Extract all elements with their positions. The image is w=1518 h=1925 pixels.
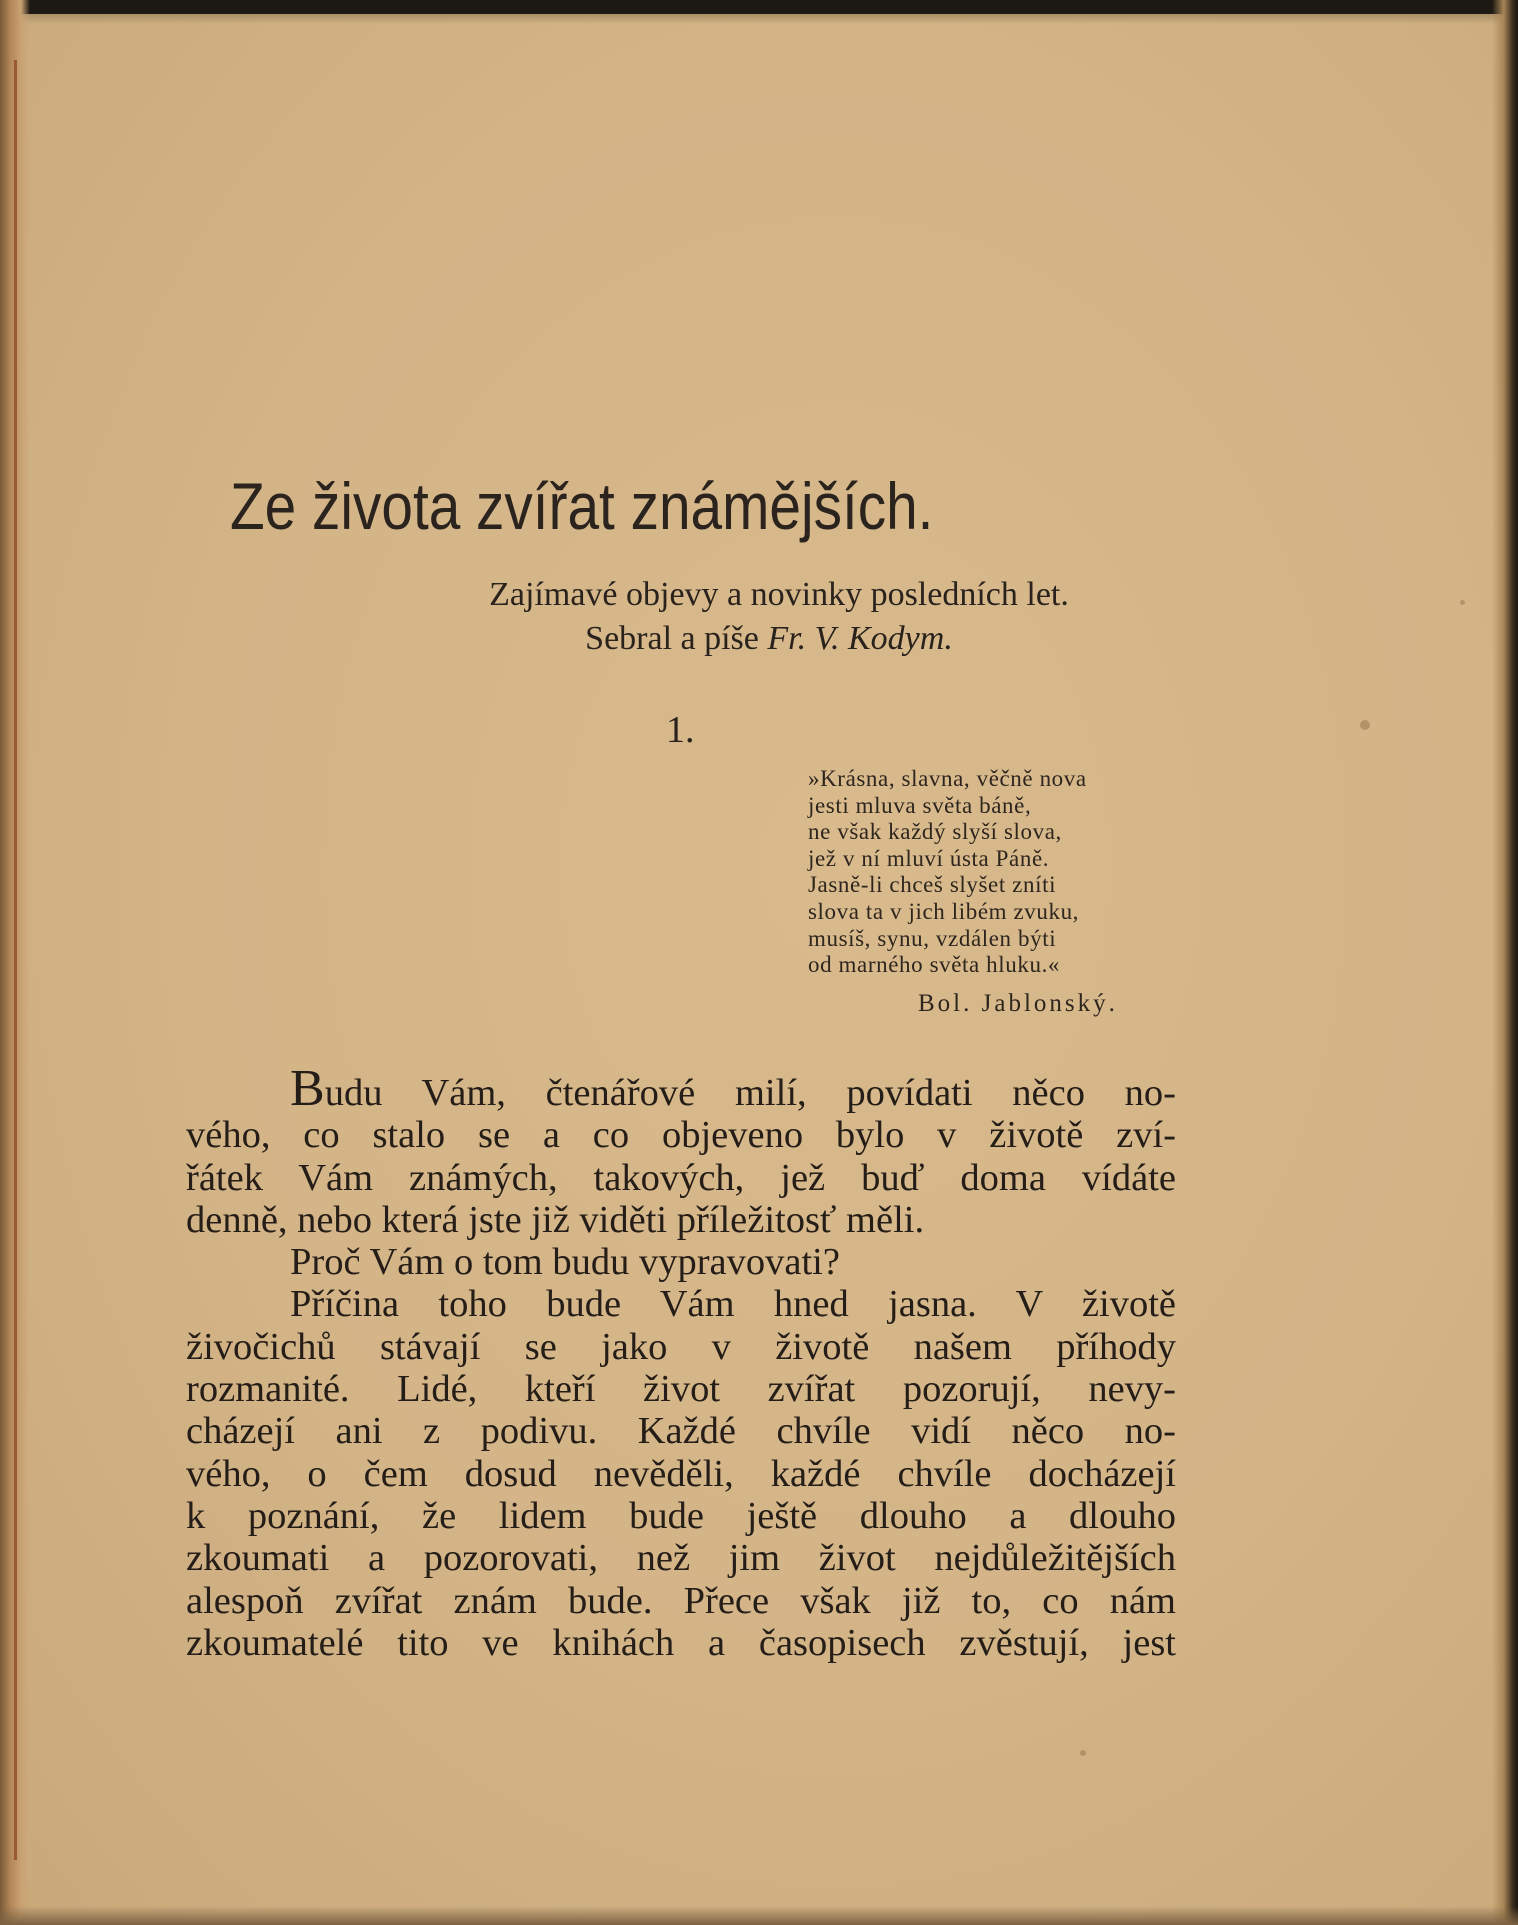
- page-top-shadow: [0, 14, 1518, 24]
- paper-speck: [1080, 1750, 1086, 1756]
- epigraph-line: slova ta v jich libém zvuku,: [808, 898, 1080, 924]
- epigraph-attribution: Bol. Jablonský.: [918, 990, 1118, 1017]
- body-line: k poznání, že lidem bude ještě dlouho a dlouho: [186, 1494, 1176, 1537]
- body-line: rozmanité. Lidé, kteří život zvířat pozorují, nevy-: [186, 1368, 1176, 1411]
- page-bottom-edge: [0, 1906, 1518, 1925]
- section-number: 1.: [666, 709, 695, 751]
- body-line: vého, o čem dosud nevěděli, každé chvíle docházejí: [186, 1452, 1176, 1495]
- body-line-text: udu Vám, čtenářové milí, povídati něco no-: [324, 1072, 1176, 1114]
- epigraph-line: Jasně-li chceš slyšet zníti: [808, 872, 1057, 898]
- chapter-subtitle: Zajímavé objevy a novinky posledních let.: [489, 576, 1069, 613]
- page-top-edge: [0, 0, 1518, 14]
- body-text: [186, 1060, 1176, 1664]
- body-line: zkoumati a pozorovati, než jim život nejdůležitějších: [186, 1537, 1176, 1580]
- binding-line: [14, 60, 17, 1860]
- body-line: zkoumatelé tito ve knihách a časopisech zvěstují, jest: [186, 1621, 1176, 1664]
- byline-author: Fr. V. Kodym.: [767, 620, 953, 657]
- epigraph-line: »Krásna, slavna, věčně nova: [808, 766, 1087, 791]
- epigraph-line: jež v ní mluví ústa Páně.: [808, 845, 1050, 871]
- epigraph: [808, 766, 1208, 979]
- body-line: denně, nebo která jste již viděti příležitosť měli.: [186, 1198, 925, 1241]
- epigraph-line: jesti mluva světa báně,: [808, 792, 1032, 818]
- body-line: řátek Vám známých, takových, jež buď doma vídáte: [186, 1156, 1176, 1199]
- body-line: Příčina toho bude Vám hned jasna. V životě: [290, 1283, 1176, 1326]
- byline: [0, 620, 1518, 658]
- epigraph-line: od marného světa hluku.«: [808, 952, 1061, 978]
- epigraph-line: ne však každý slyší slova,: [808, 819, 1062, 845]
- chapter-title: Ze života zvířat známějších.: [230, 469, 934, 543]
- body-line: cházejí ani z podivu. Každé chvíle vidí něco no-: [186, 1410, 1176, 1453]
- paper-speck: [1360, 720, 1370, 730]
- body-line: alespoň zvířat znám bude. Přece však již to, co nám: [186, 1579, 1176, 1622]
- body-line: živočichů stávají se jako v životě našem příhody: [186, 1325, 1176, 1368]
- drop-cap: B: [290, 1060, 325, 1117]
- byline-prefix: Sebral a píše: [585, 620, 759, 657]
- epigraph-line: musíš, synu, vzdálen býti: [808, 925, 1057, 951]
- page-right-edge: [1492, 0, 1518, 1925]
- body-line: vého, co stalo se a co objeveno bylo v životě zví-: [186, 1114, 1176, 1157]
- body-line: [186, 1060, 1176, 1117]
- body-line: Proč Vám o tom budu vypravovati?: [290, 1241, 840, 1284]
